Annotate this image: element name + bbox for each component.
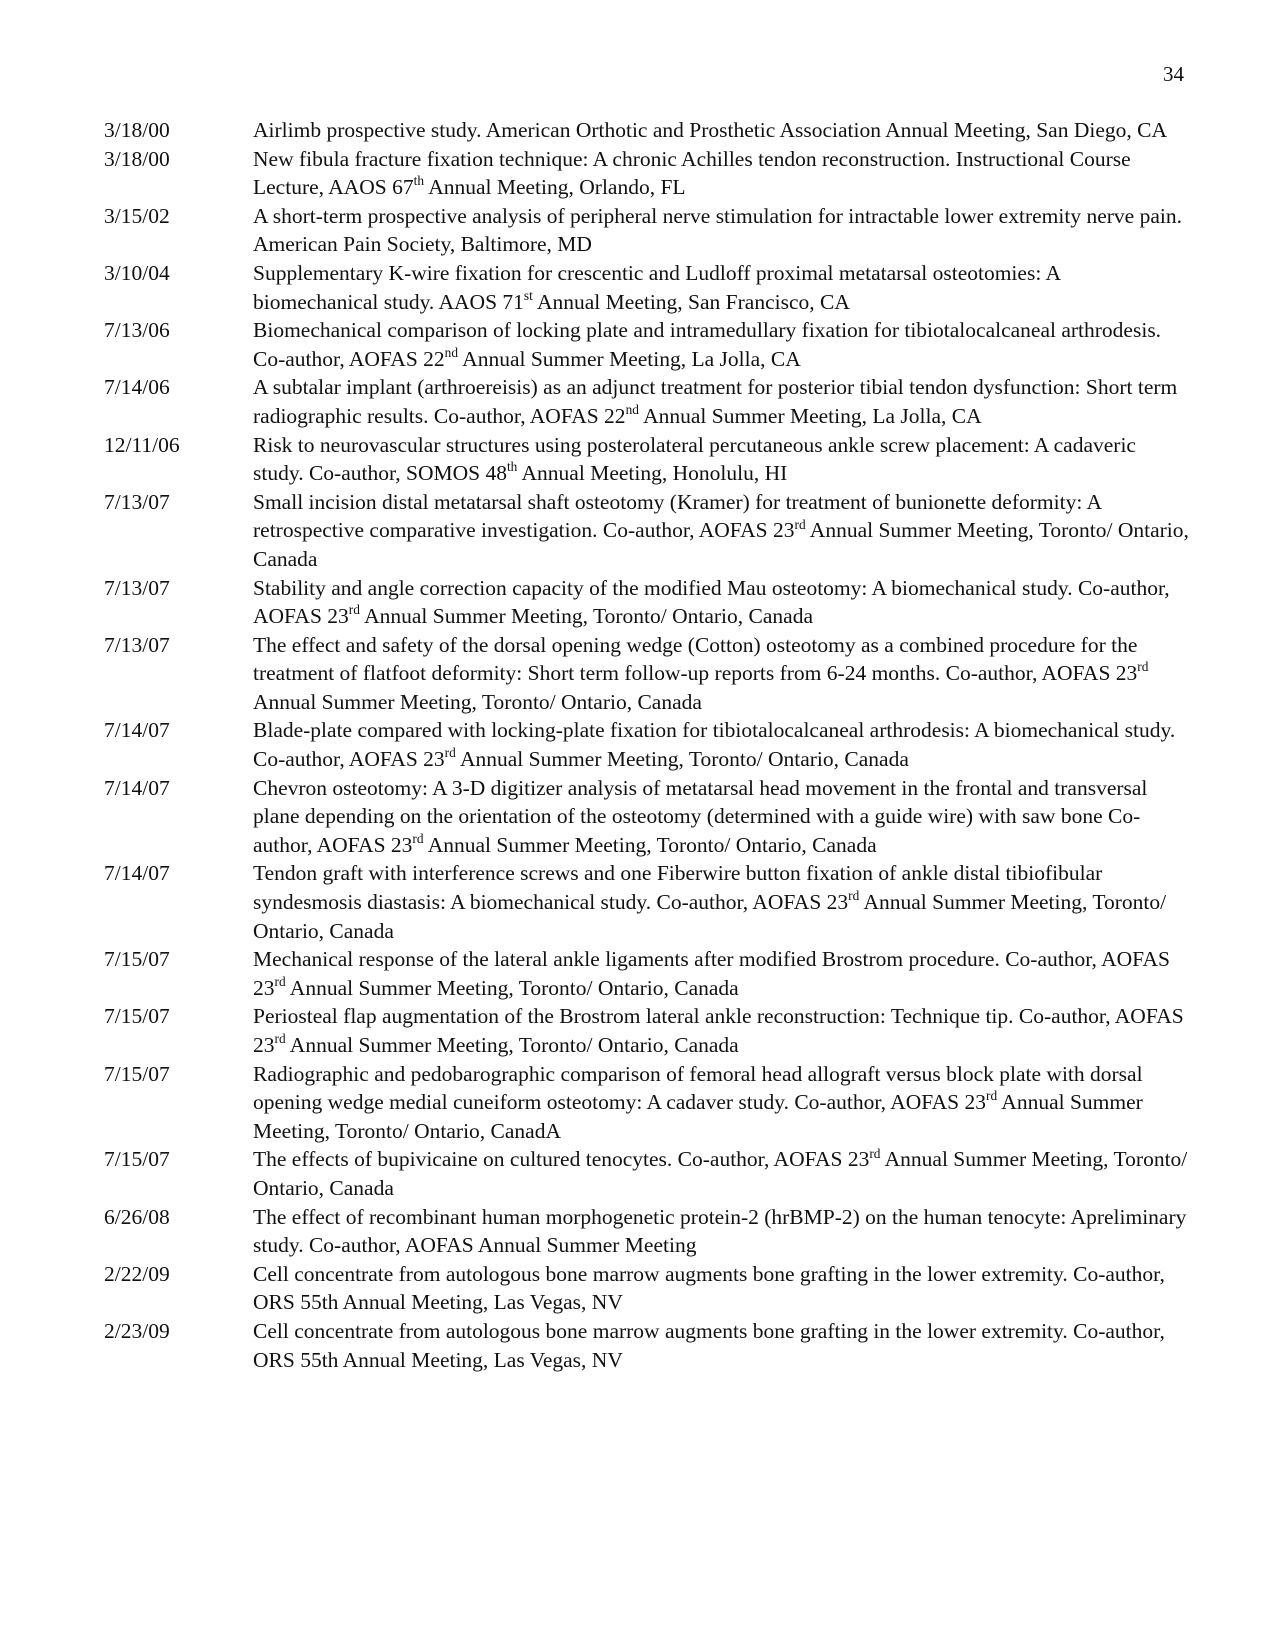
entry-text-segment: Periosteal flap augmentation of the Brostrom lateral ankle reconstruction: Technique tip. Co-author, AOFAS 23 bbox=[253, 1004, 1184, 1057]
entry-description bbox=[253, 574, 1189, 631]
ordinal-suffix: rd bbox=[274, 1031, 286, 1047]
entry-date: 7/14/07 bbox=[104, 775, 170, 800]
entry-text-segment: Annual Summer Meeting, La Jolla, CA bbox=[457, 346, 801, 371]
entry-description bbox=[253, 859, 1189, 945]
entry-text-segment: Annual Summer Meeting, Toronto/ Ontario, Canada bbox=[253, 689, 702, 714]
presentation-entry bbox=[0, 431, 1275, 488]
entry-date: 3/18/00 bbox=[104, 146, 170, 171]
ordinal-suffix: rd bbox=[444, 745, 456, 761]
entry-text-segment: Annual Summer Meeting, Toronto/ Ontario, Canada bbox=[253, 1147, 1188, 1200]
entry-description bbox=[253, 631, 1189, 717]
entry-text-segment: Biomechanical comparison of locking plate and intramedullary fixation for tibiotalocalcaneal arthrodesis. Co-author, AOFAS 22 bbox=[253, 318, 1162, 371]
entry-description bbox=[253, 373, 1189, 430]
entry-description bbox=[253, 145, 1189, 202]
entry-text-segment: Annual Meeting, Honolulu, HI bbox=[517, 461, 788, 486]
entry-description bbox=[253, 1317, 1189, 1374]
entry-description bbox=[253, 1002, 1189, 1059]
entry-description bbox=[253, 316, 1189, 373]
entry-date: 12/11/06 bbox=[104, 432, 180, 457]
entry-date: 3/18/00 bbox=[104, 118, 170, 142]
entry-date: 6/26/08 bbox=[104, 1204, 170, 1229]
entry-date: 2/23/09 bbox=[104, 1318, 170, 1343]
entry-date: 2/22/09 bbox=[104, 1261, 170, 1286]
entry-text-segment: Annual Summer Meeting, Toronto/ Ontario, Canada bbox=[253, 518, 1189, 571]
ordinal-suffix: nd bbox=[625, 402, 639, 418]
entry-text-segment: Radiographic and pedobarographic comparison of femoral head allograft versus block plate with dorsal opening wedge medial cuneiform osteotomy: A cadaver study. Co-author, AOFAS 23 bbox=[253, 1061, 1143, 1115]
entry-text-segment: Annual Summer Meeting, La Jolla, CA bbox=[638, 403, 982, 428]
ordinal-suffix: rd bbox=[348, 602, 360, 618]
entry-text-segment: The effects of bupivicaine on cultured tenocytes. Co-author, AOFAS 23 bbox=[253, 1147, 870, 1172]
entry-text-segment: Annual Summer Meeting, Toronto/ Ontario, Canada bbox=[285, 975, 739, 1000]
entry-date: 7/13/07 bbox=[104, 489, 170, 514]
presentation-entry bbox=[0, 574, 1275, 631]
entry-text-segment: Chevron osteotomy: A 3-D digitizer analysis of metatarsal head movement in the frontal and transversal plane depending on the orientation of the osteotomy (determined with a guide wire) with saw bone Co-author, AOFAS 23 bbox=[253, 775, 1148, 857]
entry-text-segment: Annual Meeting, Orlando, FL bbox=[424, 175, 686, 200]
entry-text-segment: Risk to neurovascular structures using posterolateral percutaneous ankle screw placement: A cadaveric study. Co-author, SOMOS 48 bbox=[253, 432, 1136, 486]
ordinal-suffix: rd bbox=[986, 1088, 998, 1104]
entry-text-segment: Annual Summer Meeting, Toronto/ Ontario, Canada bbox=[253, 890, 1167, 943]
entry-description bbox=[253, 716, 1189, 773]
entry-text-segment: Annual Summer Meeting, Toronto/ Ontario, Canada bbox=[455, 747, 909, 772]
page-number: 34 bbox=[1163, 62, 1184, 86]
ordinal-suffix: rd bbox=[794, 516, 806, 532]
entry-text-segment: Annual Summer Meeting, Toronto/ Ontario, Canada bbox=[359, 604, 813, 629]
ordinal-suffix: rd bbox=[869, 1145, 881, 1161]
entry-text-segment: Blade-plate compared with locking-plate fixation for tibiotalocalcaneal arthrodesis: A biomechanical study. Co-author, AOFAS 23 bbox=[253, 718, 1176, 772]
ordinal-suffix: th bbox=[506, 459, 518, 475]
entry-text-segment: New fibula fracture fixation technique: A chronic Achilles tendon reconstruction. Instructional Course Lecture, AAOS 67 bbox=[253, 146, 1131, 200]
entry-text-segment: Annual Summer Meeting, Toronto/ Ontario, Canada bbox=[285, 1033, 739, 1057]
presentation-entry bbox=[0, 859, 1275, 945]
presentation-entry bbox=[0, 259, 1275, 316]
entry-description bbox=[253, 488, 1189, 574]
entry-text-segment: Annual Summer Meeting, Toronto/ Ontario, CanadA bbox=[253, 1090, 1143, 1143]
entry-date: 3/10/04 bbox=[104, 260, 170, 285]
entry-date: 7/15/07 bbox=[104, 1147, 170, 1172]
presentation-entry bbox=[0, 373, 1275, 430]
ordinal-suffix: st bbox=[523, 287, 533, 303]
ordinal-suffix: th bbox=[413, 173, 424, 189]
presentation-entry bbox=[0, 774, 1275, 860]
entry-text-segment: Annual Summer Meeting, Toronto/ Ontario, Canada bbox=[423, 832, 877, 857]
presentation-entry bbox=[0, 202, 1275, 259]
ordinal-suffix: nd bbox=[444, 344, 458, 360]
entry-description bbox=[253, 259, 1189, 316]
entry-text-segment: Airlimb prospective study. American Orthotic and Prosthetic Association Annual Meeting, San Diego, CA bbox=[253, 118, 1168, 142]
entry-description bbox=[253, 1145, 1189, 1202]
entry-text-segment: Cell concentrate from autologous bone marrow augments bone grafting in the lower extremity. Co-author, ORS 55th Annual Meeting, Las Vegas, NV bbox=[253, 1318, 1165, 1372]
presentation-entry bbox=[0, 1317, 1275, 1374]
presentation-entry bbox=[0, 1203, 1275, 1260]
presentation-entry bbox=[0, 1145, 1275, 1202]
ordinal-suffix: rd bbox=[412, 831, 424, 847]
presentation-entry bbox=[0, 488, 1275, 574]
presentation-entry bbox=[0, 316, 1275, 373]
ordinal-suffix: rd bbox=[1137, 659, 1149, 675]
entry-text-segment: Tendon graft with interference screws and one Fiberwire button fixation of ankle distal tibiofibular syndesmosis diastasis: A biomechanical study. Co-author, AOFAS 23 bbox=[253, 861, 1103, 915]
entry-date: 7/15/07 bbox=[104, 1061, 170, 1086]
entry-date: 7/15/07 bbox=[104, 947, 170, 972]
entry-date: 7/13/06 bbox=[104, 318, 170, 343]
presentation-entry bbox=[0, 116, 1275, 145]
entry-text-segment: Small incision distal metatarsal shaft osteotomy (Kramer) for treatment of bunionette deformity: A retrospective comparative investigation. Co-author, AOFAS 23 bbox=[253, 489, 1101, 543]
presentation-entry bbox=[0, 1060, 1275, 1146]
entry-description bbox=[253, 1203, 1189, 1260]
ordinal-suffix: rd bbox=[274, 974, 286, 989]
entry-text-segment: Cell concentrate from autologous bone marrow augments bone grafting in the lower extremity. Co-author, ORS 55th Annual Meeting, Las Vegas, NV bbox=[253, 1261, 1165, 1315]
presentation-entry bbox=[0, 1260, 1275, 1317]
entry-date: 7/14/06 bbox=[104, 375, 170, 400]
entry-description bbox=[253, 116, 1189, 145]
entry-text-segment: The effect of recombinant human morphogenetic protein-2 (hrBMP-2) on the human tenocyte: Apreliminary study. Co-author, AOFAS Annual Summer Meeting bbox=[253, 1204, 1187, 1258]
entry-description bbox=[253, 1060, 1189, 1146]
entry-description bbox=[253, 1260, 1189, 1317]
entry-date: 7/14/07 bbox=[104, 861, 170, 886]
entry-text-segment: Annual Meeting, San Francisco, CA bbox=[532, 289, 850, 314]
entry-date: 7/14/07 bbox=[104, 718, 170, 743]
entry-description bbox=[253, 202, 1189, 259]
entry-date: 7/15/07 bbox=[104, 1004, 170, 1029]
presentation-entry bbox=[0, 1002, 1275, 1059]
entry-text-segment: A short-term prospective analysis of peripheral nerve stimulation for intractable lower extremity nerve pain. American Pain Society, Baltimore, MD bbox=[253, 203, 1182, 257]
entry-text-segment: A subtalar implant (arthroereisis) as an adjunct treatment for posterior tibial tendon dysfunction: Short term radiographic results. Co-author, AOFAS 22 bbox=[253, 375, 1178, 428]
entry-date: 7/13/07 bbox=[104, 575, 170, 600]
entry-description bbox=[253, 774, 1189, 860]
presentation-entry bbox=[0, 945, 1275, 1002]
entry-text-segment: Supplementary K-wire fixation for crescentic and Ludloff proximal metatarsal osteotomies: A biomechanical study. AAOS 71 bbox=[253, 260, 1060, 314]
entry-text-segment: Stability and angle correction capacity of the modified Mau osteotomy: A biomechanical study. Co-author, AOFAS 23 bbox=[253, 575, 1170, 629]
entry-text-segment: Mechanical response of the lateral ankle ligaments after modified Brostrom procedure. Co-author, AOFAS 23 bbox=[253, 947, 1170, 1000]
presentation-entry bbox=[0, 716, 1275, 773]
presentation-entry bbox=[0, 631, 1275, 717]
entry-date: 7/13/07 bbox=[104, 632, 170, 657]
presentation-list bbox=[0, 116, 1275, 1374]
entry-description bbox=[253, 431, 1189, 488]
entry-text-segment: The effect and safety of the dorsal opening wedge (Cotton) osteotomy as a combined procedure for the treatment of flatfoot deformity: Short term follow-up reports from 6-24 months. Co-author, AOFAS 23 bbox=[253, 632, 1138, 686]
presentation-entry bbox=[0, 145, 1275, 202]
entry-description bbox=[253, 945, 1189, 1002]
ordinal-suffix: rd bbox=[848, 888, 860, 904]
entry-date: 3/15/02 bbox=[104, 203, 170, 228]
